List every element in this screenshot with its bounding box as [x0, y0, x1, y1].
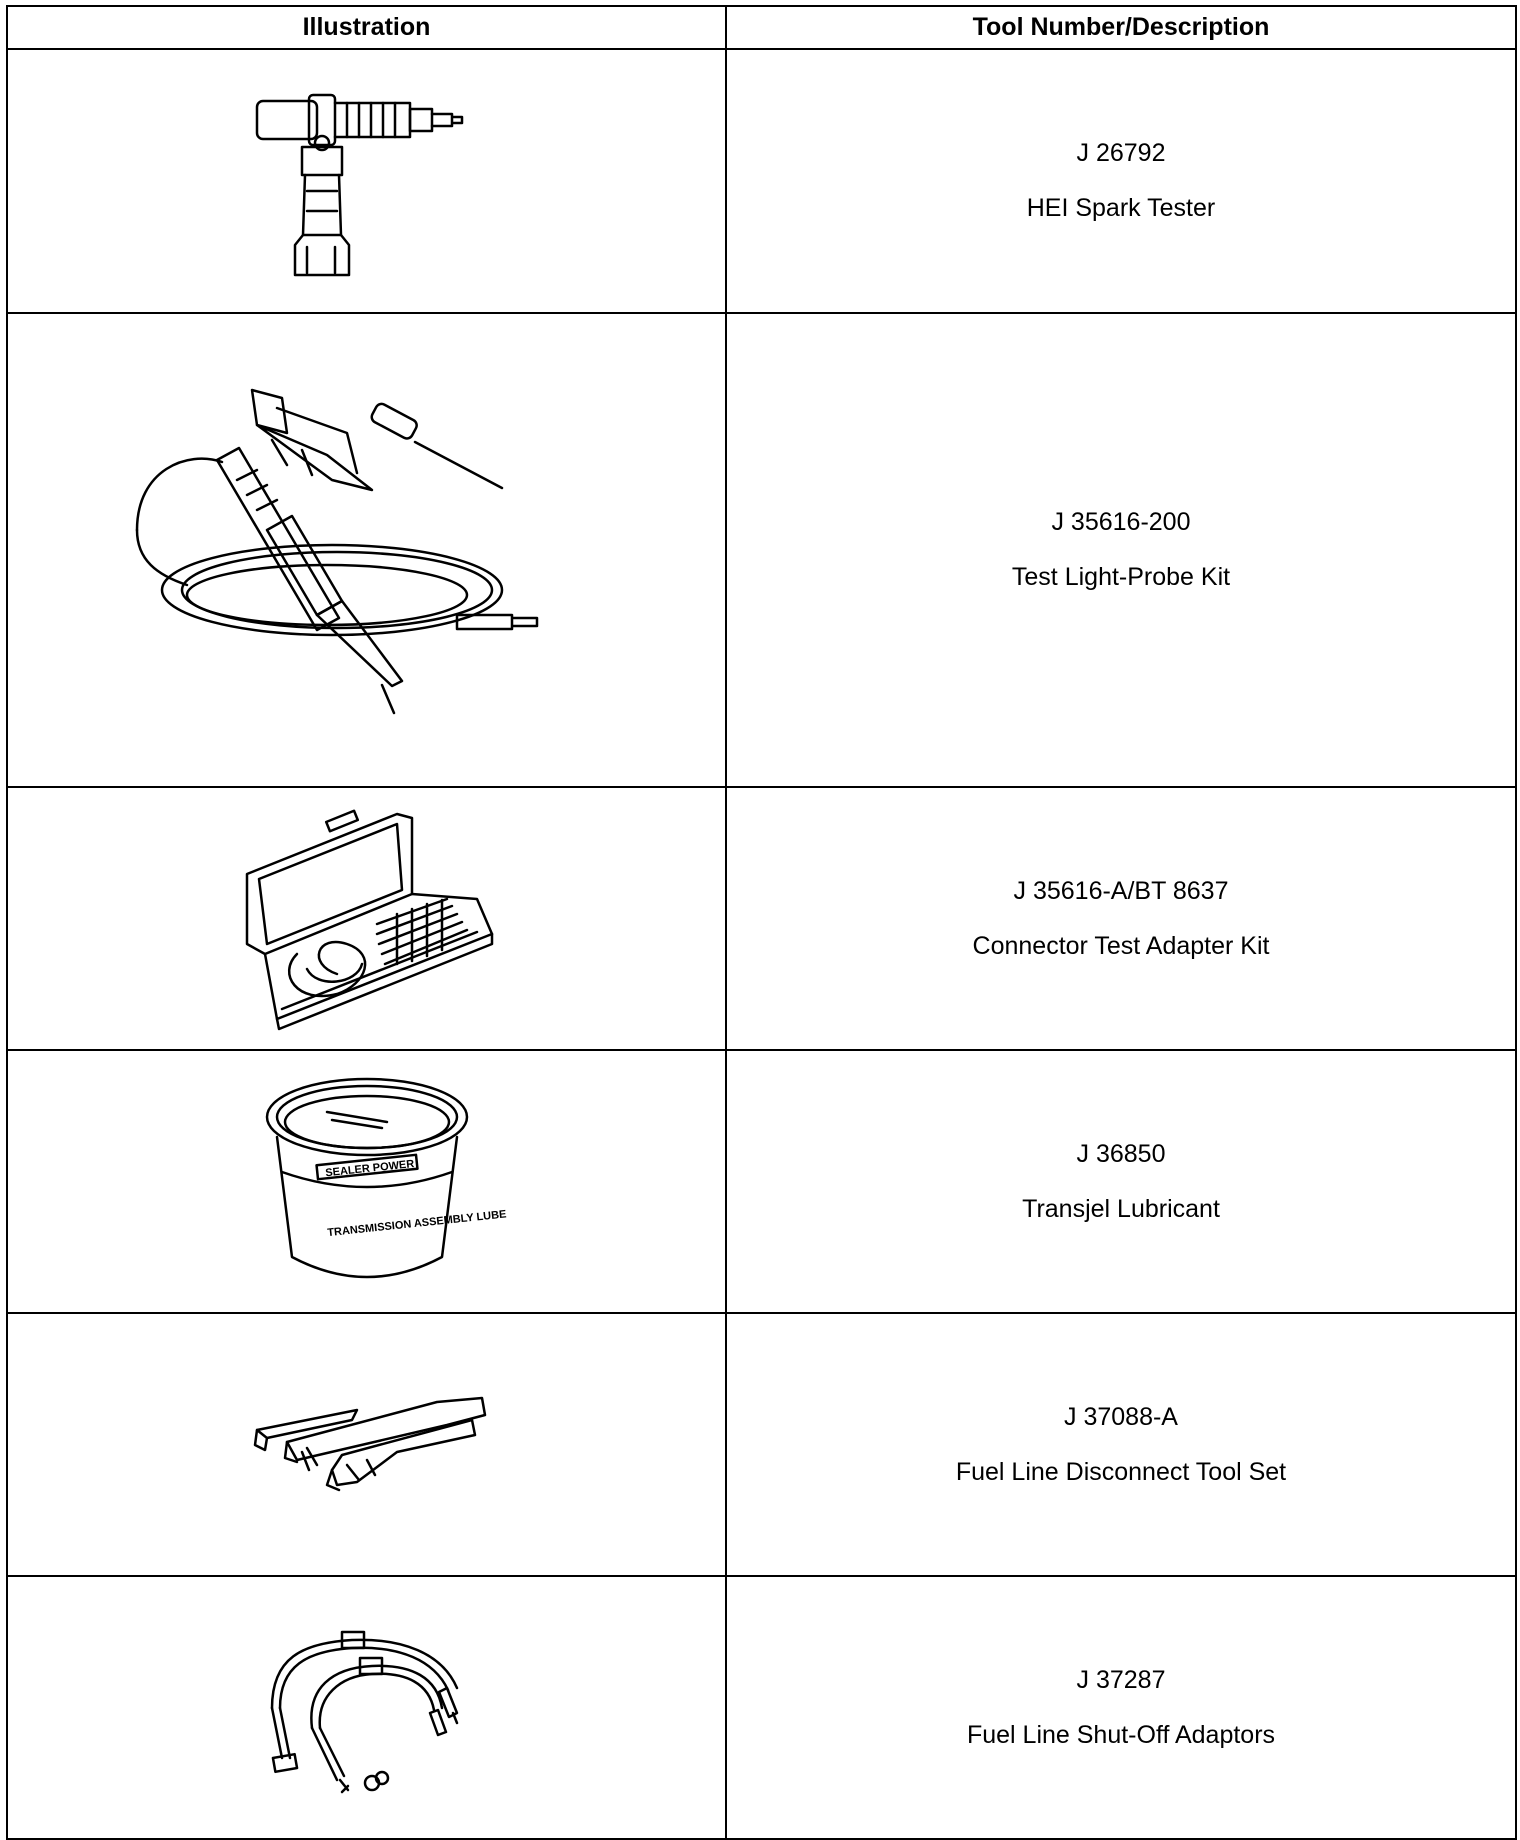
tool-cell: [726, 49, 1516, 313]
header-tool-number-description: Tool Number/Description: [726, 6, 1516, 49]
tool-description: Transjel Lubricant: [1022, 1194, 1220, 1223]
tub-contents-label: TRANSMISSION ASSEMBLY LUBE: [326, 1207, 507, 1239]
illustration-cell: [7, 1576, 726, 1839]
disconnect-tools-icon: [247, 1390, 487, 1500]
adapter-kit-case-icon: [237, 804, 497, 1034]
tool-number: J 37287: [1076, 1665, 1166, 1694]
tool-number: J 37088-A: [1064, 1402, 1178, 1431]
lubricant-tub-icon: [257, 1072, 507, 1292]
tool-cell: [726, 1050, 1516, 1313]
tool-cell: [726, 1576, 1516, 1839]
tool-cell: [726, 787, 1516, 1050]
header-row: [7, 6, 1516, 49]
tool-description: HEI Spark Tester: [1026, 194, 1216, 222]
shutoff-adaptors-icon: [252, 1618, 482, 1798]
illustration-cell: [7, 1313, 726, 1576]
test-light-probe-icon: [127, 380, 607, 720]
tool-number: J 35616-200: [1051, 508, 1191, 536]
illustration-cell: [7, 787, 726, 1050]
tool-number: J 26792: [1076, 139, 1166, 167]
illustration-cell: [7, 1050, 726, 1313]
table-row: [7, 1050, 1516, 1313]
tool-number: J 35616-A/BT 8637: [1013, 876, 1229, 905]
table-row: [7, 1313, 1516, 1576]
tool-description: Fuel Line Shut-Off Adaptors: [966, 1720, 1276, 1749]
spark-tester-icon: [247, 81, 487, 281]
tool-number: J 36850: [1076, 1139, 1166, 1168]
tool-cell: [726, 313, 1516, 787]
special-tools-table: [6, 5, 1517, 1840]
table-row: [7, 787, 1516, 1050]
header-illustration: Illustration: [7, 6, 726, 49]
tool-description: Test Light-Probe Kit: [1011, 563, 1231, 591]
tool-description: Connector Test Adapter Kit: [972, 931, 1270, 960]
tool-description: Fuel Line Disconnect Tool Set: [955, 1457, 1287, 1486]
table-row: [7, 313, 1516, 787]
table-row: [7, 49, 1516, 313]
tool-cell: [726, 1313, 1516, 1576]
table-row: [7, 1576, 1516, 1839]
illustration-cell: [7, 49, 726, 313]
tub-brand-label: SEALER POWER: [324, 1157, 415, 1179]
illustration-cell: [7, 313, 726, 787]
